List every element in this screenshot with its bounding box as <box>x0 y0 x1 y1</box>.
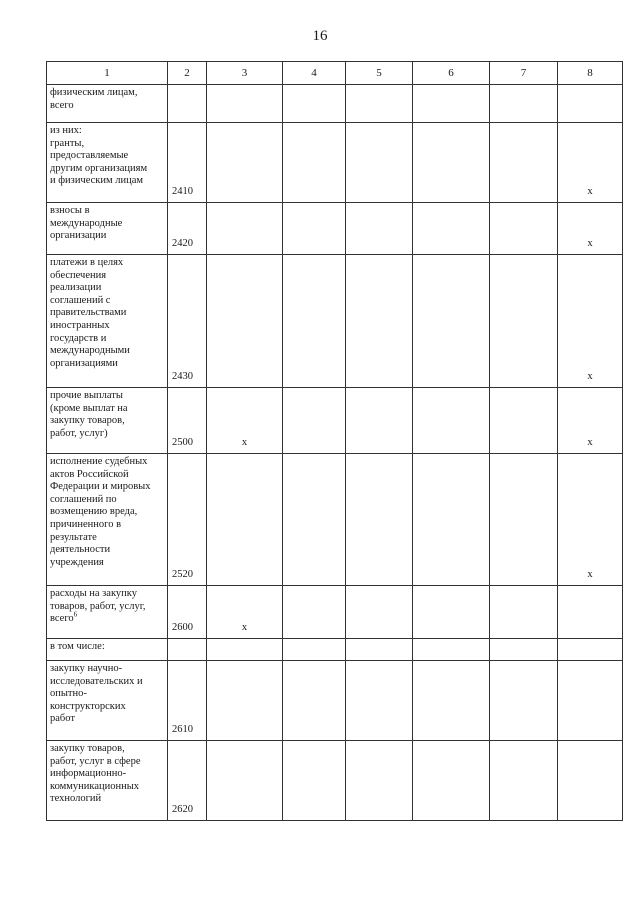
column-header: 7 <box>490 62 558 85</box>
table-row <box>47 639 623 661</box>
column-header: 3 <box>207 62 283 85</box>
row-code: 2410 <box>168 123 207 203</box>
cell-col7 <box>490 123 558 203</box>
row-label-text: расходы на закупку товаров, работ, услуг, всего <box>50 588 146 625</box>
cell-col3: x <box>207 388 283 454</box>
column-header: 5 <box>346 62 413 85</box>
cell-col8: x <box>558 203 623 255</box>
cell-col5 <box>346 639 413 661</box>
cell-col6 <box>413 586 490 639</box>
cell-col5 <box>346 661 413 741</box>
cell-col3: x <box>207 586 283 639</box>
cell-col4 <box>283 586 346 639</box>
cell-col6 <box>413 203 490 255</box>
table-row <box>47 661 623 741</box>
cell-col3 <box>207 255 283 388</box>
cell-col8: x <box>558 123 623 203</box>
cell-col7 <box>490 586 558 639</box>
cell-col3 <box>207 639 283 661</box>
cell-col7 <box>490 85 558 123</box>
cell-col8 <box>558 741 623 821</box>
table-row <box>47 741 623 821</box>
cell-col6 <box>413 388 490 454</box>
cell-col5 <box>346 388 413 454</box>
cell-col4 <box>283 85 346 123</box>
cell-col4 <box>283 123 346 203</box>
cell-col4 <box>283 203 346 255</box>
cell-col5 <box>346 255 413 388</box>
cell-col6 <box>413 661 490 741</box>
cell-col7 <box>490 741 558 821</box>
cell-col6 <box>413 255 490 388</box>
table-row <box>47 586 623 639</box>
cell-col6 <box>413 85 490 123</box>
row-code: 2420 <box>168 203 207 255</box>
cell-col5 <box>346 586 413 639</box>
cell-col6 <box>413 741 490 821</box>
table-row <box>47 454 623 586</box>
row-label: закупку научно- исследовательских и опытно- конструкторских работ <box>47 661 168 741</box>
row-label: в том числе: <box>47 639 168 661</box>
cell-col3 <box>207 85 283 123</box>
cell-col5 <box>346 203 413 255</box>
cell-col4 <box>283 388 346 454</box>
row-code <box>168 639 207 661</box>
row-label: физическим лицам, всего <box>47 85 168 123</box>
cell-col4 <box>283 255 346 388</box>
row-label: платежи в целях обеспечения реализации соглашений с правительствами иностранных государств и международными организациями <box>47 255 168 388</box>
table-row <box>47 388 623 454</box>
budget-table <box>46 61 623 821</box>
cell-col7 <box>490 639 558 661</box>
cell-col5 <box>346 741 413 821</box>
header-row <box>47 62 623 85</box>
row-label <box>47 586 168 639</box>
cell-col5 <box>346 123 413 203</box>
row-label: взносы в международные организации <box>47 203 168 255</box>
table-row <box>47 203 623 255</box>
row-label: закупку товаров, работ, услуг в сфере информационно- коммуникационных технологий <box>47 741 168 821</box>
cell-col8: x <box>558 255 623 388</box>
cell-col5 <box>346 454 413 586</box>
cell-col3 <box>207 741 283 821</box>
cell-col8 <box>558 586 623 639</box>
cell-col8: x <box>558 454 623 586</box>
row-label: исполнение судебных актов Российской Федерации и мировых соглашений по возмещению вреда, причиненного в результате деятельности учреждения <box>47 454 168 586</box>
cell-col5 <box>346 85 413 123</box>
cell-col4 <box>283 661 346 741</box>
row-code: 2500 <box>168 388 207 454</box>
table-row <box>47 123 623 203</box>
column-header: 1 <box>47 62 168 85</box>
cell-col6 <box>413 639 490 661</box>
cell-col7 <box>490 388 558 454</box>
row-code: 2520 <box>168 454 207 586</box>
row-code <box>168 85 207 123</box>
cell-col6 <box>413 123 490 203</box>
row-code: 2430 <box>168 255 207 388</box>
cell-col3 <box>207 123 283 203</box>
column-header: 2 <box>168 62 207 85</box>
row-code: 2600 <box>168 586 207 639</box>
cell-col7 <box>490 203 558 255</box>
cell-col7 <box>490 255 558 388</box>
cell-col4 <box>283 639 346 661</box>
column-header: 8 <box>558 62 623 85</box>
cell-col8 <box>558 639 623 661</box>
page-number: 16 <box>312 28 328 44</box>
footnote-marker: 6 <box>73 610 78 619</box>
row-code: 2620 <box>168 741 207 821</box>
cell-col3 <box>207 203 283 255</box>
cell-col7 <box>490 661 558 741</box>
cell-col8: x <box>558 388 623 454</box>
cell-col8 <box>558 661 623 741</box>
cell-col7 <box>490 454 558 586</box>
row-code: 2610 <box>168 661 207 741</box>
cell-col3 <box>207 661 283 741</box>
row-label: прочие выплаты (кроме выплат на закупку товаров, работ, услуг) <box>47 388 168 454</box>
table-row <box>47 255 623 388</box>
cell-col8 <box>558 85 623 123</box>
cell-col6 <box>413 454 490 586</box>
cell-col3 <box>207 454 283 586</box>
row-label: из них: гранты, предоставляемые другим организациям и физическим лицам <box>47 123 168 203</box>
column-header: 6 <box>413 62 490 85</box>
column-header: 4 <box>283 62 346 85</box>
table-row <box>47 85 623 123</box>
cell-col4 <box>283 454 346 586</box>
cell-col4 <box>283 741 346 821</box>
